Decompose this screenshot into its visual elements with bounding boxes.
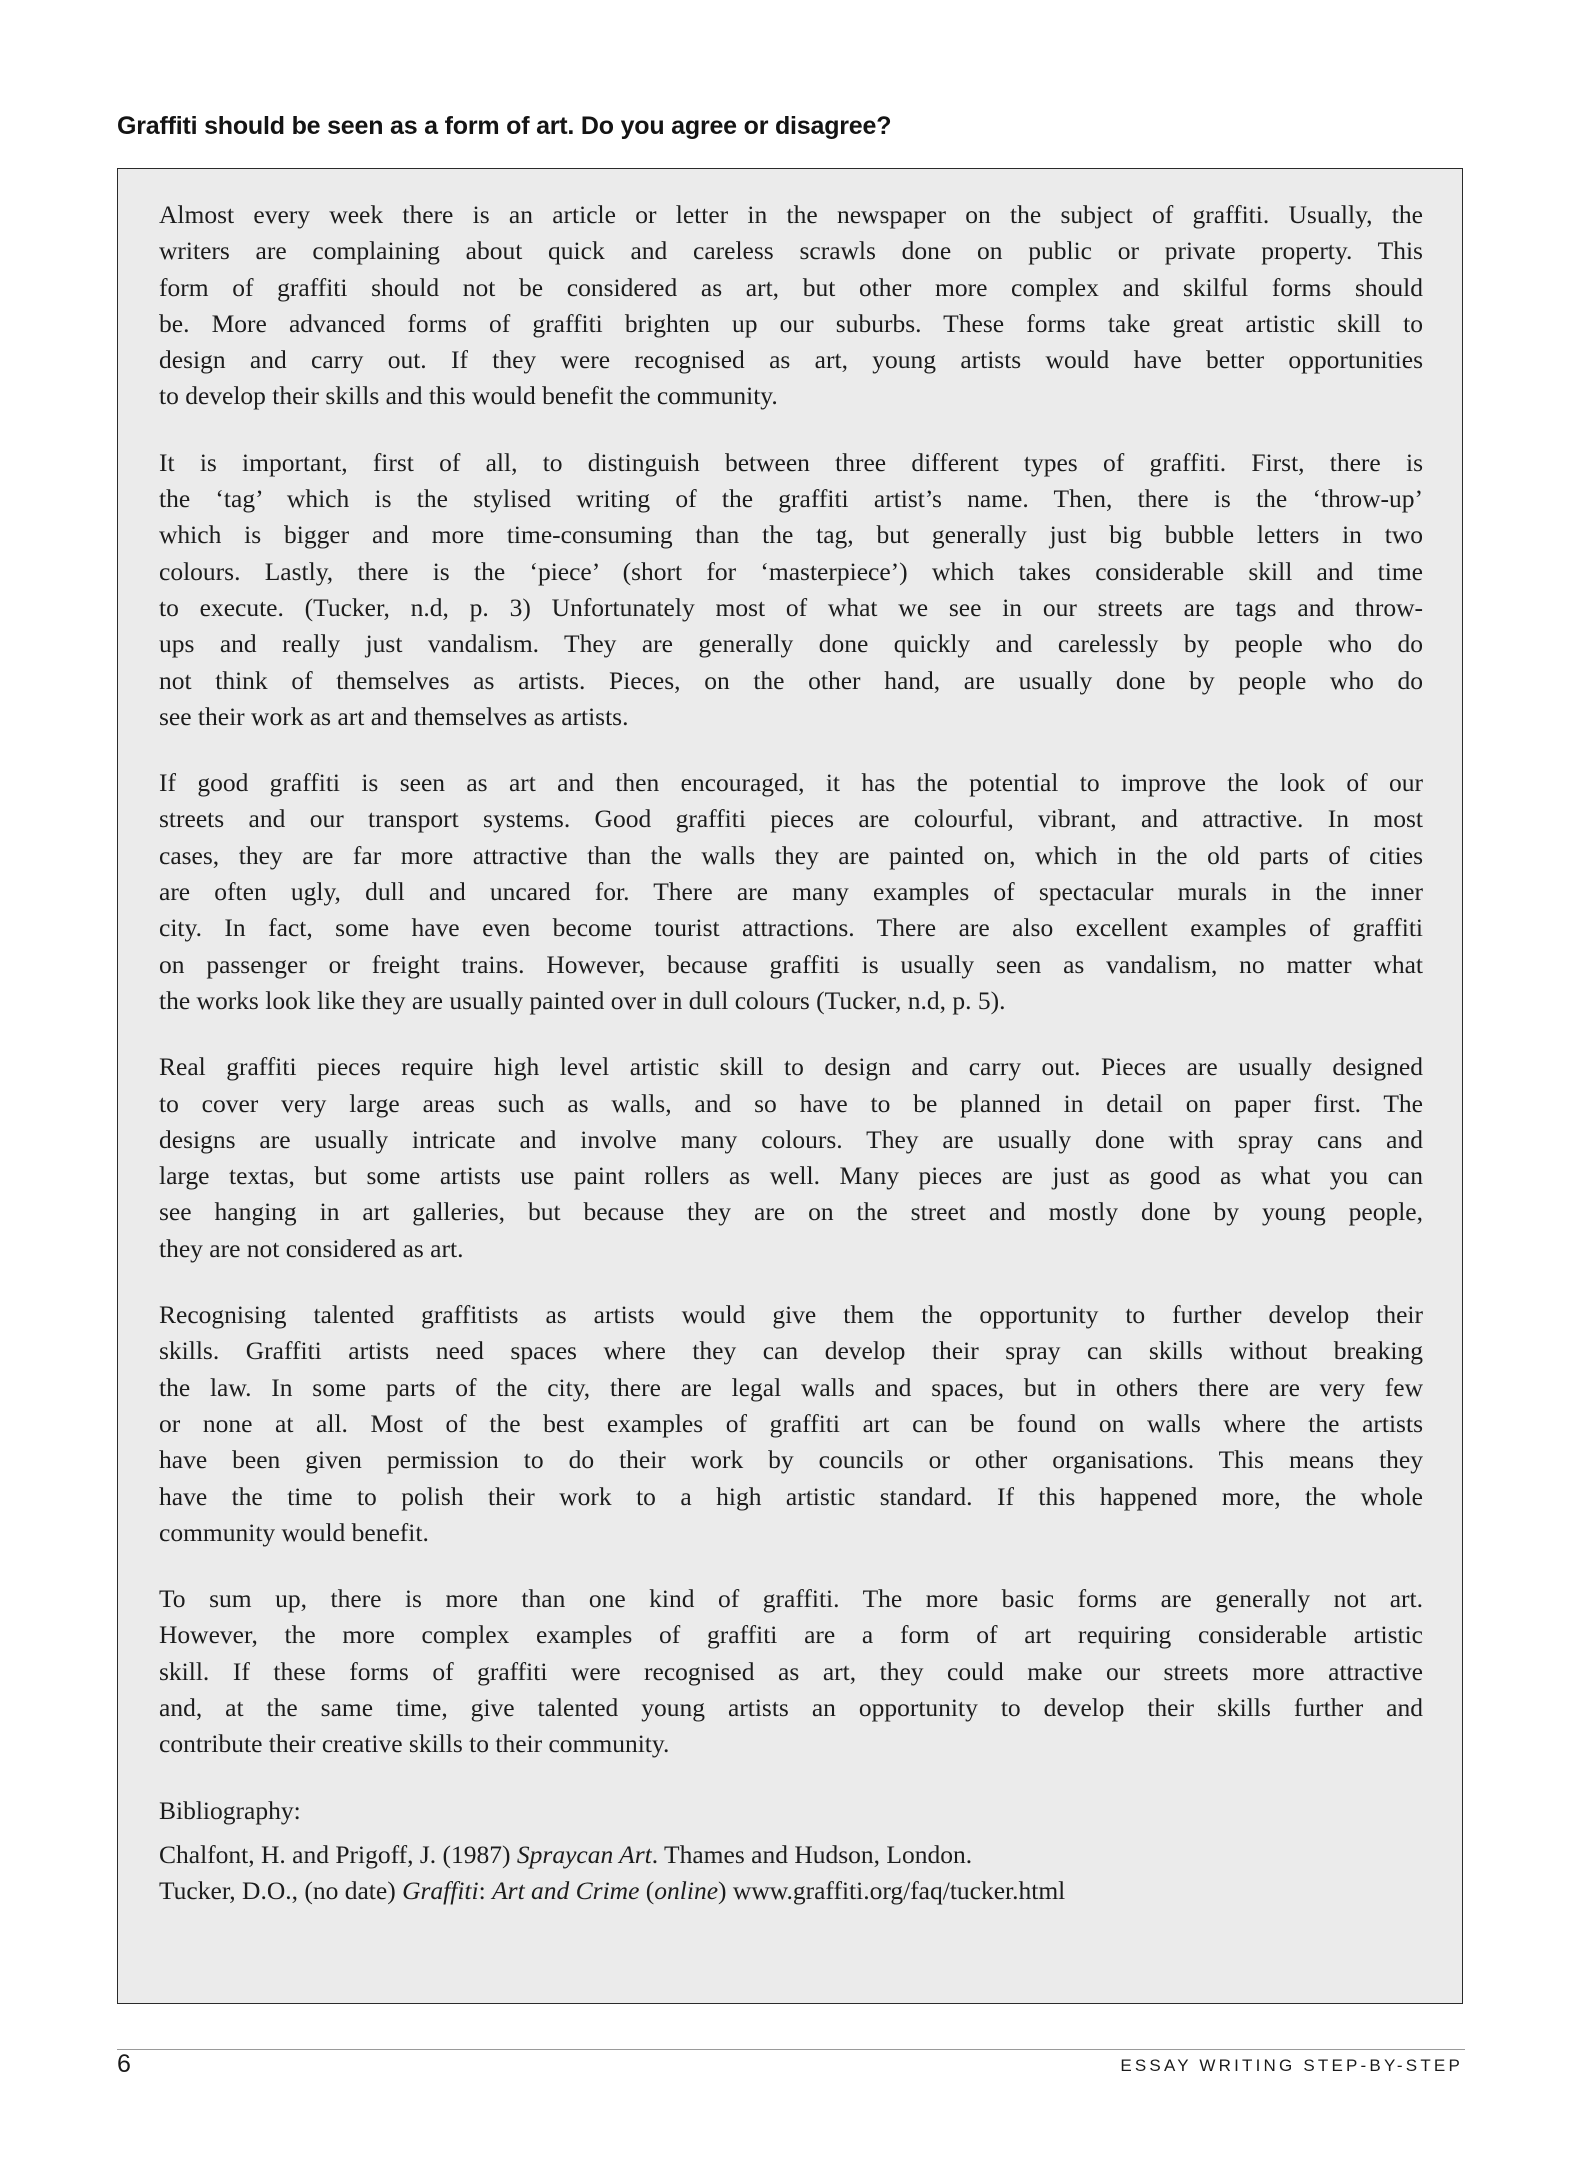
text-line: which is bigger and more time-consuming than the tag, but generally just big bubble letters in two <box>159 520 1423 550</box>
text-line: the works look like they are usually painted over in dull colours (Tucker, n.d, p. 5). <box>159 985 1006 1015</box>
bib-entry-title: Spraycan Art <box>516 1839 652 1869</box>
essay-paragraph-improve-streets <box>159 765 1423 1019</box>
text-line: not think of themselves as artists. Pieces, on the other hand, are usually done by people who do <box>159 665 1423 695</box>
bib-entry-title: Graffiti <box>402 1876 479 1906</box>
bib-entry-publisher: . Thames and Hudson, London. <box>651 1839 973 1869</box>
text-line: large textas, but some artists use paint rollers as well. Many pieces are just as good as what you can <box>159 1161 1423 1191</box>
bib-entry-authors: Tucker, D.O., (no date) <box>159 1876 403 1906</box>
essay-paragraph-opportunity <box>159 1297 1423 1551</box>
text-line: designs are usually intricate and involve many colours. They are usually done with spray cans and <box>159 1124 1423 1154</box>
text-line: Almost every week there is an article or letter in the newspaper on the subject of graffiti. Usually, the <box>159 200 1423 229</box>
text-line: or none at all. Most of the best examples of graffiti art can be found on walls where the artists <box>159 1408 1423 1438</box>
text-line: to execute. (Tucker, n.d, p. 3) Unfortunately most of what we see in our streets are tags and throw- <box>159 592 1423 622</box>
bib-entry-medium: online <box>654 1876 719 1906</box>
text-line: to cover very large areas such as walls, and so have to be planned in detail on paper first. The <box>159 1088 1423 1118</box>
text-line: the ‘tag’ which is the stylised writing of the graffiti artist’s name. Then, there is the ‘throw-up’ <box>159 484 1423 514</box>
text-line: colours. Lastly, there is the ‘piece’ (short for ‘masterpiece’) which takes considerable skill and time <box>159 556 1423 586</box>
text-line: design and carry out. If they were recognised as art, young artists would have better opportunities <box>159 345 1423 375</box>
text-line: to develop their skills and this would benefit the community. <box>159 381 778 411</box>
text-line: community would benefit. <box>159 1517 429 1547</box>
text-line: see their work as art and themselves as artists. <box>159 701 629 731</box>
text-line: form of graffiti should not be considered as art, but other more complex and skilful forms should <box>159 272 1423 302</box>
footer-divider <box>117 2049 1465 2050</box>
text-line: see hanging in art galleries, but because they are on the street and mostly done by young people, <box>159 1197 1423 1227</box>
text-line: the law. In some parts of the city, there are legal walls and spaces, but in others there are very few <box>159 1372 1423 1402</box>
text-line: are often ugly, dull and uncared for. There are many examples of spectacular murals in the inner <box>159 877 1423 907</box>
text-line: If good graffiti is seen as art and then encouraged, it has the potential to improve the look of our <box>159 768 1423 798</box>
text-line: contribute their creative skills to their community. <box>159 1729 670 1759</box>
text-line: Real graffiti pieces require high level artistic skill to design and carry out. Pieces are usually designed <box>159 1052 1423 1082</box>
text-line: have the time to polish their work to a high artistic standard. If this happened more, the whole <box>159 1481 1423 1511</box>
text-line: skills. Graffiti artists need spaces where they can develop their spray can skills without breaking <box>159 1336 1423 1366</box>
text-line: ups and really just vandalism. They are generally done quickly and carelessly by people who do <box>159 629 1423 659</box>
text-line: city. In fact, some have even become tourist attractions. There are also excellent examples of graffiti <box>159 913 1423 943</box>
text-line: To sum up, there is more than one kind of graffiti. The more basic forms are generally not art. <box>159 1584 1423 1614</box>
essay-body <box>159 197 1423 1909</box>
text-line: cases, they are far more attractive than the walls they are painted on, which in the old parts of cities <box>159 840 1423 870</box>
text-line: have been given permission to do their work by councils or other organisations. This means they <box>159 1445 1423 1475</box>
bib-entry-authors: Chalfont, H. and Prigoff, J. (1987) <box>159 1839 517 1869</box>
essay-paragraph-introduction <box>159 197 1423 415</box>
text-line: writers are complaining about quick and careless scrawls done on public or private property. This <box>159 236 1423 266</box>
text-line: streets and our transport systems. Good graffiti pieces are colourful, vibrant, and attractive. In most <box>159 804 1423 834</box>
text-line: However, the more complex examples of graffiti are a form of art requiring considerable artistic <box>159 1620 1423 1650</box>
essay-paragraph-artistic-skill <box>159 1049 1423 1267</box>
text-line: on passenger or freight trains. However, because graffiti is usually seen as vandalism, no matter what <box>159 949 1423 979</box>
essay-paragraph-conclusion <box>159 1581 1423 1762</box>
bibliography <box>159 1793 1423 1910</box>
bib-entry-separator: : <box>478 1876 493 1906</box>
essay-box <box>117 168 1463 2004</box>
text-line: Recognising talented graffitists as artists would give them the opportunity to further develop their <box>159 1300 1423 1330</box>
bibliography-entry-tucker <box>159 1873 1423 1909</box>
text-line: skill. If these forms of graffiti were recognised as art, they could make our streets more attractive <box>159 1656 1423 1686</box>
running-footer-book-title: ESSAY WRITING STEP-BY-STEP <box>1120 2056 1463 2075</box>
page-number: 6 <box>117 2050 131 2078</box>
bib-entry-url: ) www.graffiti.org/faq/tucker.html <box>718 1876 1066 1906</box>
text-line: be. More advanced forms of graffiti brighten up our suburbs. These forms take great artistic skill to <box>159 308 1423 338</box>
text-line: they are not considered as art. <box>159 1233 464 1263</box>
essay-paragraph-types-of-graffiti <box>159 445 1423 735</box>
bib-entry-separator: ( <box>639 1876 655 1906</box>
bibliography-heading: Bibliography: <box>159 1795 301 1825</box>
text-line: and, at the same time, give talented young artists an opportunity to develop their skills further and <box>159 1692 1423 1722</box>
bibliography-entry-chalfont <box>159 1837 1423 1873</box>
essay-question-title: Graffiti should be seen as a form of art. Do you agree or disagree? <box>117 112 892 140</box>
bib-entry-subtitle: Art and Crime <box>492 1876 640 1906</box>
text-line: It is important, first of all, to distinguish between three different types of graffiti. First, there is <box>159 447 1423 477</box>
